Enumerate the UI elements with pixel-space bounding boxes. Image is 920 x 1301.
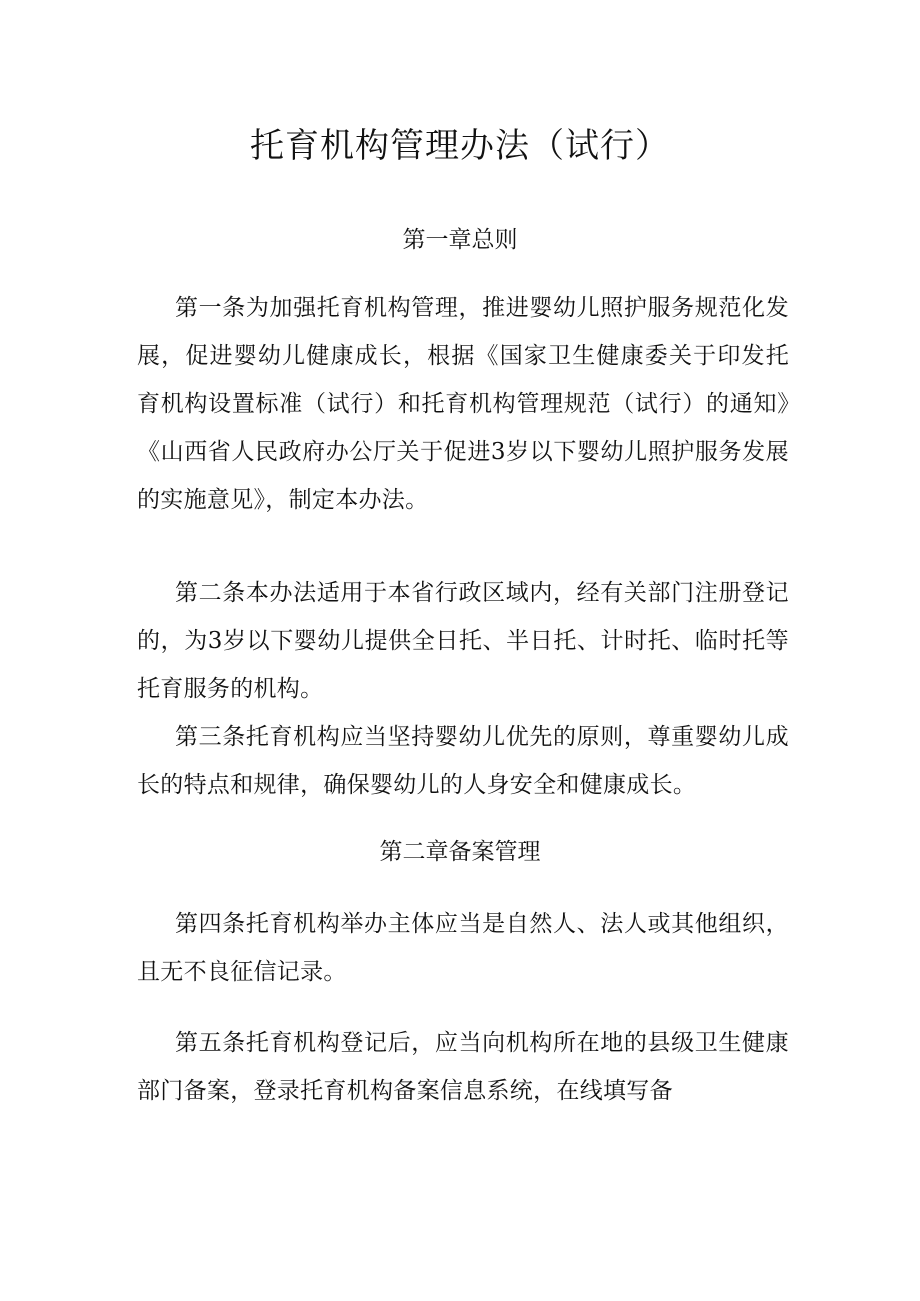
article-1: 第一条为加强托育机构管理，推进婴幼儿照护服务规范化发展，促进婴幼儿健康成长，根据《国家卫生健康委关于印发托育机构设置标准（试行）和托育机构管理规范（试行）的通知》《山西省人民政府办公厅关于促进3岁以下婴幼儿照护服务发展的实施意见》，制定本办法。 — [137, 295, 789, 513]
document-title: 托育机构管理办法（试行） — [250, 126, 670, 166]
chapter-heading-2: 第二章备案管理 — [379, 839, 541, 865]
article-2: 第二条本办法适用于本省行政区域内，经有关部门注册登记的，为3岁以下婴幼儿提供全日托、半日托、计时托、临时托等托育服务的机构。 — [137, 580, 789, 702]
article-4: 第四条托育机构举办主体应当是自然人、法人或其他组织，且无不良征信记录。 — [137, 911, 789, 985]
article-3: 第三条托育机构应当坚持婴幼儿优先的原则，尊重婴幼儿成长的特点和规律，确保婴幼儿的人身安全和健康成长。 — [137, 724, 789, 798]
chapter-heading-1: 第一章总则 — [402, 227, 518, 253]
article-5: 第五条托育机构登记后，应当向机构所在地的县级卫生健康部门备案，登录托育机构备案信息系统，在线填写备 — [137, 1030, 789, 1104]
